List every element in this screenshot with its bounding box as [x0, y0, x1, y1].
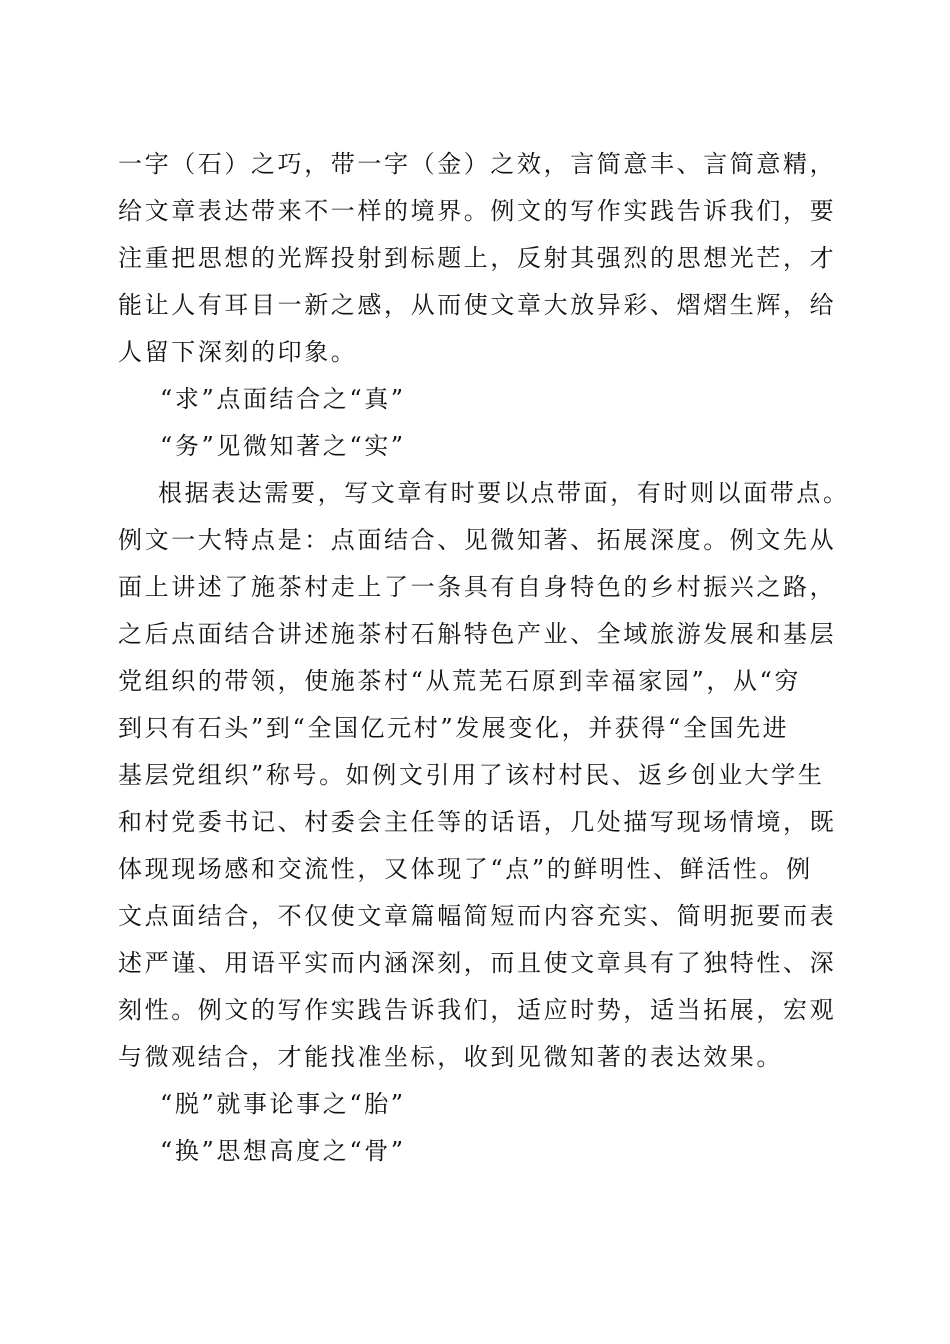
paragraph-line: 根据表达需要，写文章有时要以点带面，有时则以面带点。 — [158, 479, 850, 507]
paragraph-line: 体现现场感和交流性，又体现了“点”的鲜明性、鲜活性。例 — [118, 855, 813, 883]
paragraph-line: 到只有石头”到“全国亿元村”发展变化，并获得“全国先进 — [118, 714, 790, 742]
paragraph-line: 刻性。例文的写作实践告诉我们，适应时势，适当拓展，宏观 — [118, 996, 837, 1024]
paragraph-line: 党组织的带领，使施茶村“从荒芜石原到幸福家园”，从“穷 — [118, 667, 802, 695]
paragraph-line: 基层党组织”称号。如例文引用了该村村民、返乡创业大学生 — [118, 761, 825, 789]
section-heading: “求”点面结合之“真” — [160, 385, 406, 413]
paragraph-line: 给文章表达带来不一样的境界。例文的写作实践告诉我们，要 — [118, 197, 837, 225]
paragraph-line: 与微观结合，才能找准坐标，收到见微知著的表达效果。 — [118, 1043, 783, 1071]
paragraph-line: 和村党委书记、村委会主任等的话语，几处描写现场情境，既 — [118, 808, 837, 836]
paragraph-line: 能让人有耳目一新之感，从而使文章大放异彩、熠熠生辉，给 — [118, 291, 837, 319]
section-heading: “脱”就事论事之“胎” — [160, 1090, 406, 1118]
paragraph-line: 之后点面结合讲述施茶村石斛特色产业、全域旅游发展和基层 — [118, 620, 837, 648]
section-heading: “务”见微知著之“实” — [160, 432, 406, 460]
paragraph-line: 文点面结合，不仅使文章篇幅简短而内容充实、简明扼要而表 — [118, 902, 837, 930]
paragraph-line: 述严谨、用语平实而内涵深刻，而且使文章具有了独特性、深 — [118, 949, 837, 977]
section-heading: “换”思想高度之“骨” — [160, 1137, 406, 1165]
paragraph-line: 一字（石）之巧，带一字（金）之效，言简意丰、言简意精， — [118, 150, 837, 178]
paragraph-line: 人留下深刻的印象。 — [118, 338, 358, 366]
paragraph-line: 注重把思想的光辉投射到标题上，反射其强烈的思想光芒，才 — [118, 244, 837, 272]
paragraph-line: 例文一大特点是：点面结合、见微知著、拓展深度。例文先从 — [118, 526, 837, 554]
paragraph-line: 面上讲述了施茶村走上了一条具有自身特色的乡村振兴之路， — [118, 573, 837, 601]
